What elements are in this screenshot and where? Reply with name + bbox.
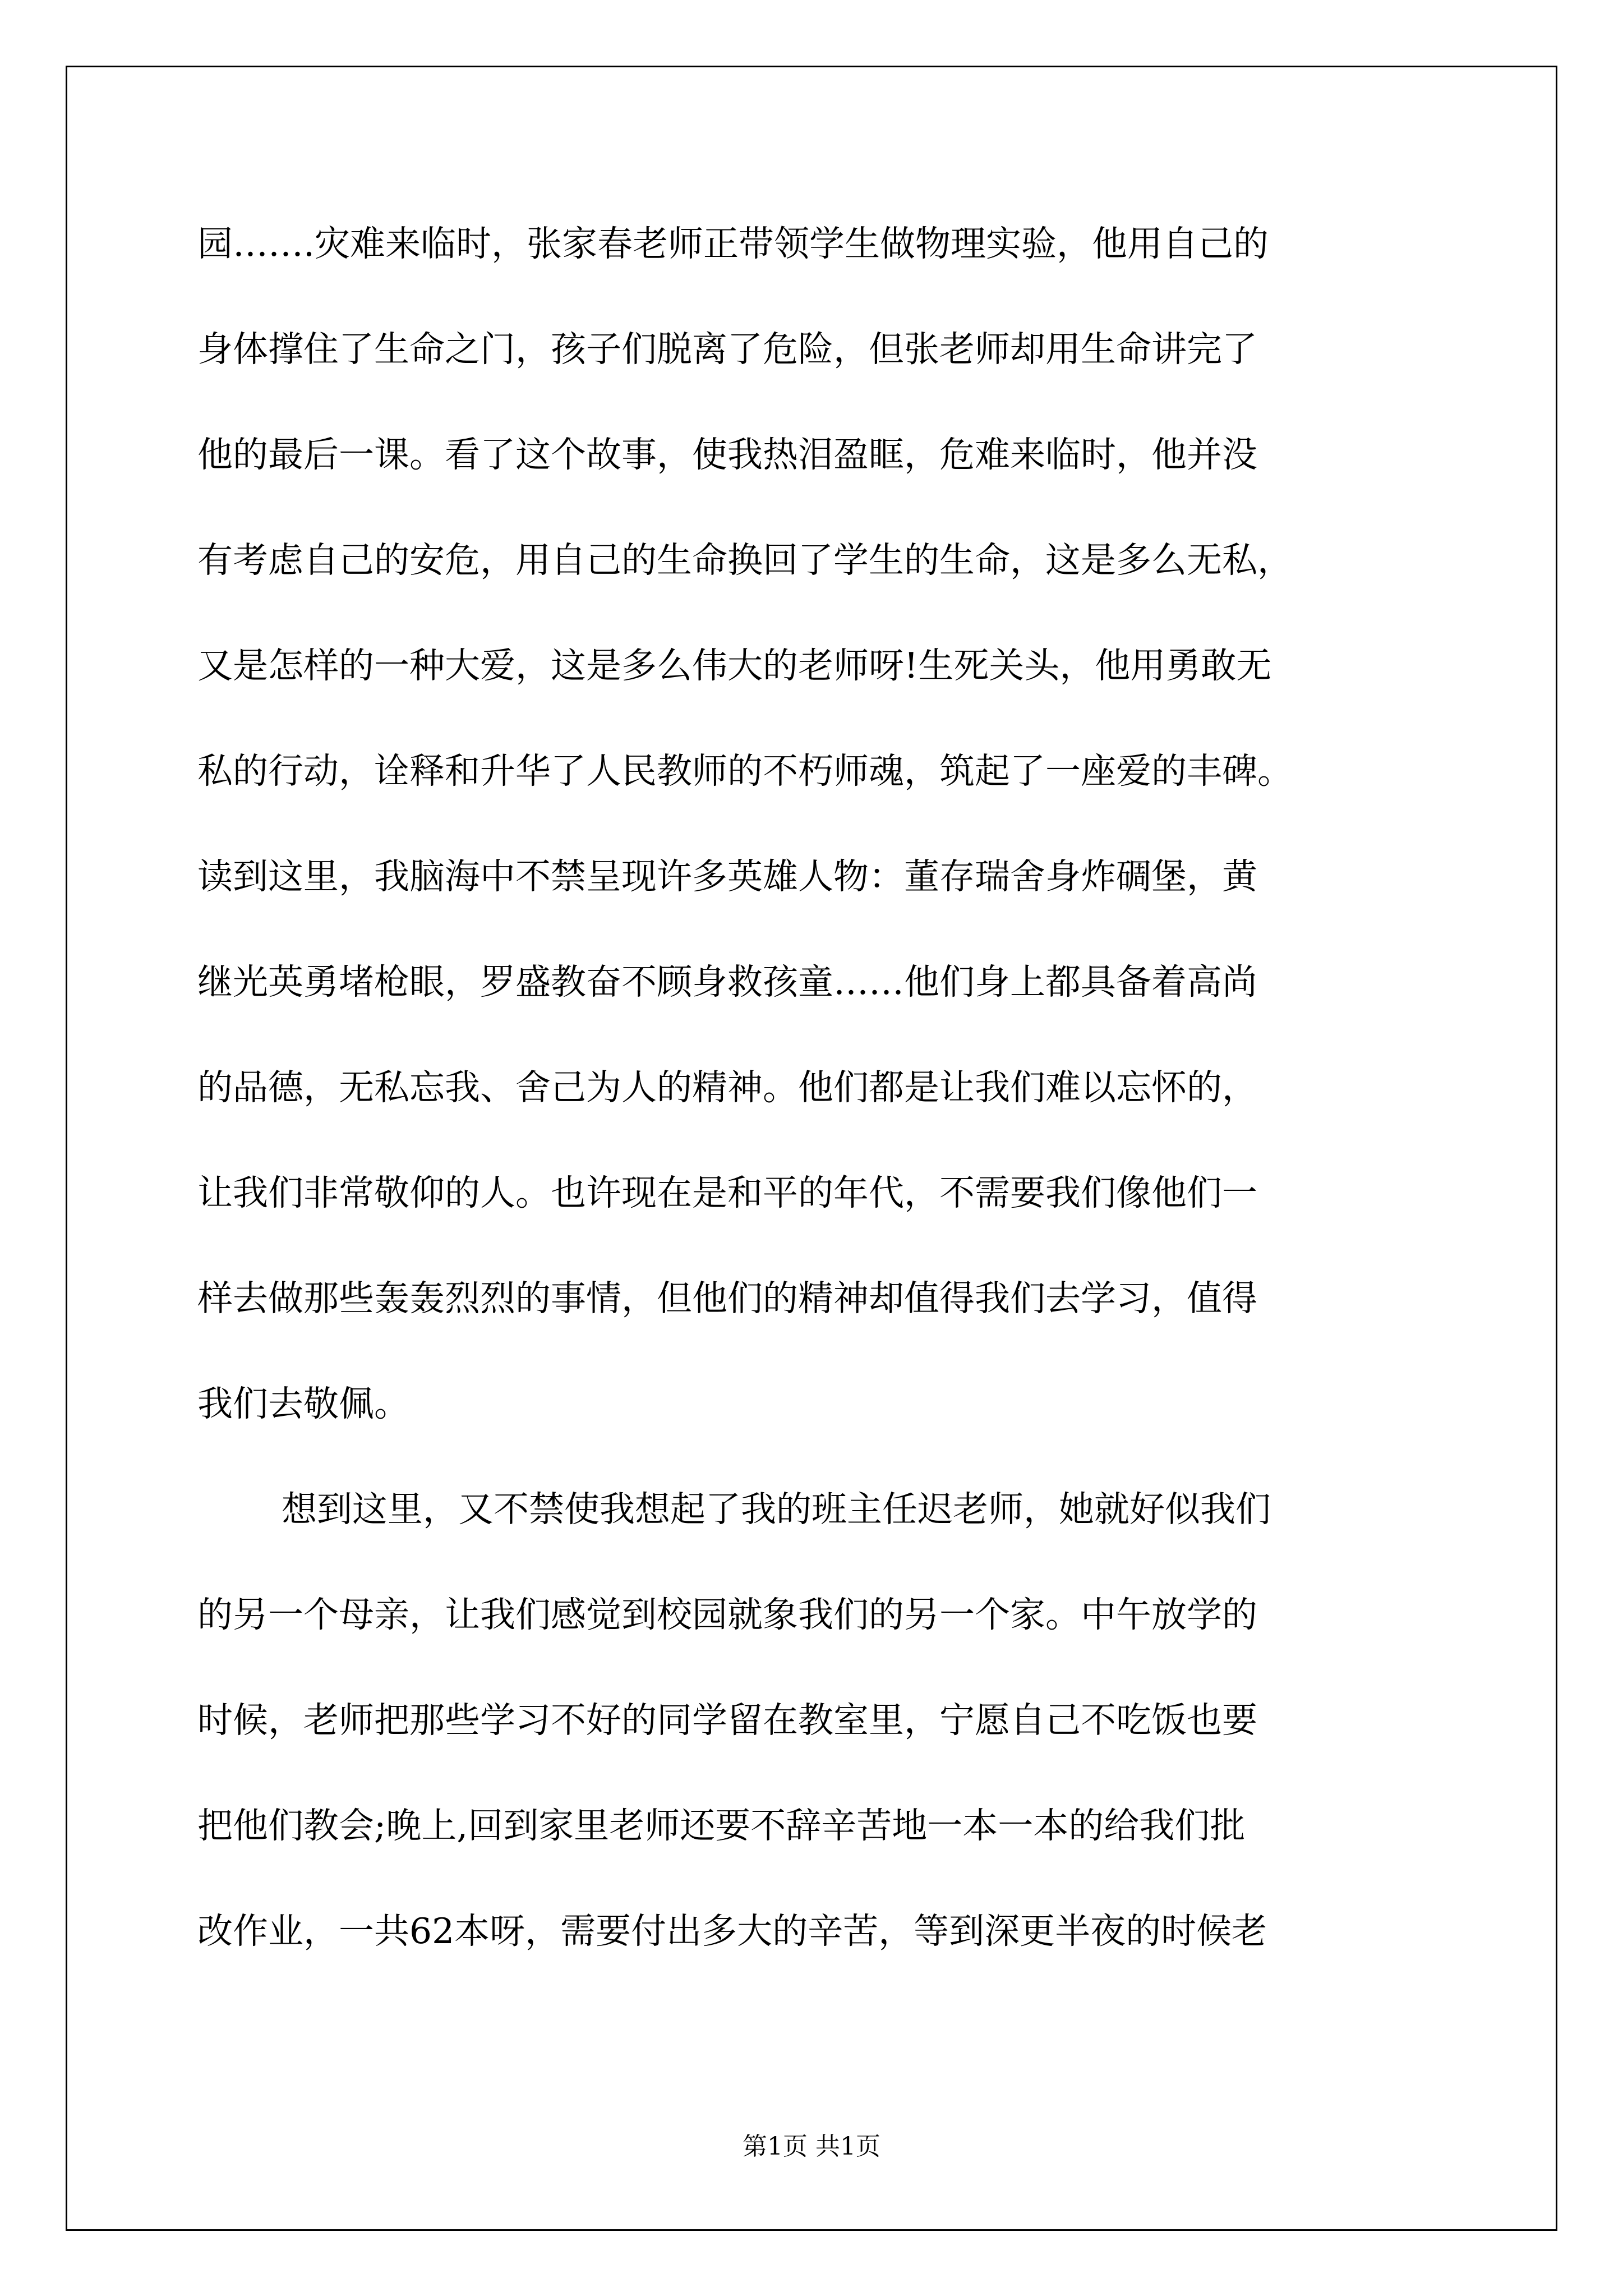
text-line: 让我们非常敬仰的人。也许现在是和平的年代，不需要我们像他们一 (197, 1172, 1257, 1213)
text-line: 继光英勇堵枪眼，罗盛教奋不顾身救孩童……他们身上都具备着高尚 (197, 961, 1257, 1002)
text-line: 又是怎样的一种大爱，这是多么伟大的老师呀!生死关头，他用勇敢无 (197, 645, 1272, 686)
text-line: 私的行动，诠释和升华了人民教师的不朽师魂，筑起了一座爱的丰碑。 (197, 751, 1293, 792)
text-line: 有考虑自己的安危，用自己的生命换回了学生的生命，这是多么无私， (197, 540, 1293, 581)
text-line: 身体撑住了生命之门，孩子们脱离了危险，但张老师却用生命讲完了 (197, 329, 1257, 370)
page-number-label: 第1页 共1页 (743, 2132, 880, 2161)
text-line: 改作业，一共62本呀，需要付出多大的辛苦，等到深更半夜的时候老 (197, 1911, 1267, 1952)
text-line: 样去做那些轰轰烈烈的事情，但他们的精神却值得我们去学习，值得 (197, 1278, 1257, 1319)
text-line: 读到这里，我脑海中不禁呈现许多英雄人物：董存瑞舍身炸碉堡，黄 (197, 856, 1257, 897)
text-line: 园…….灾难来临时，张家春老师正带领学生做物理实验，他用自己的 (197, 223, 1269, 264)
text-line: 把他们教会;晚上,回到家里老师还要不辞辛苦地一本一本的给我们批 (197, 1805, 1246, 1846)
page-footer (0, 2126, 1623, 2162)
text-line: 我们去敬佩。 (197, 1383, 409, 1424)
text-line: 时候，老师把那些学习不好的同学留在教室里，宁愿自己不吃饭也要 (197, 1700, 1257, 1741)
text-line: 的品德，无私忘我、舍己为人的精神。他们都是让我们难以忘怀的， (197, 1067, 1257, 1108)
text-line: 的另一个母亲，让我们感觉到校园就象我们的另一个家。中午放学的 (197, 1594, 1257, 1635)
paragraph-first-line: 想到这里，又不禁使我想起了我的班主任迟老师，她就好似我们 (282, 1489, 1271, 1530)
text-line: 他的最后一课。看了这个故事，使我热泪盈眶，危难来临时，他并没 (197, 434, 1257, 475)
document-body (197, 213, 1431, 2006)
